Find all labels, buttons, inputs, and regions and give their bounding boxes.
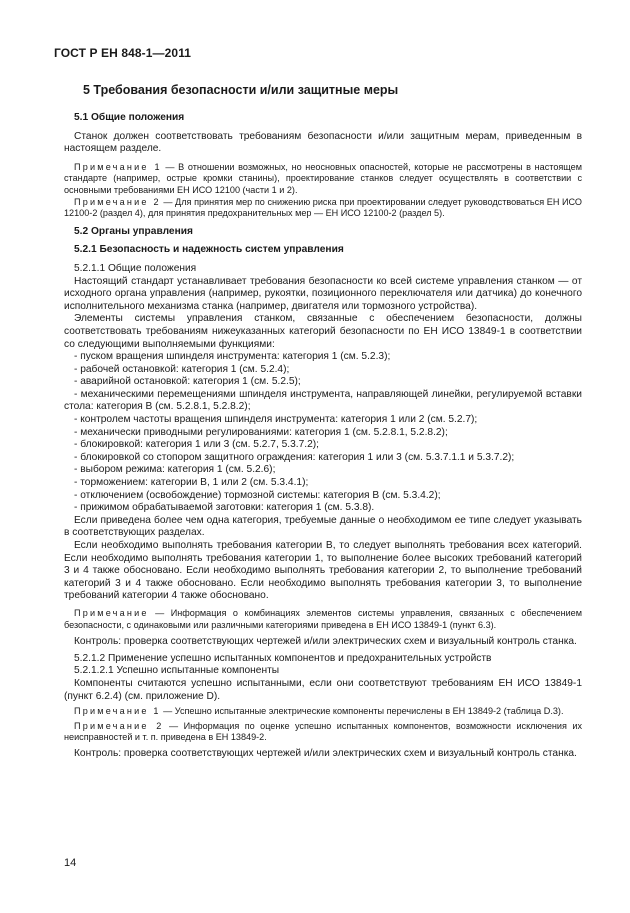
list-item: - аварийной остановкой: категория 1 (см. 5.2.5); (74, 376, 301, 388)
clause-title-5-2-1-1: 5.2.1.1 Общие положения (74, 262, 197, 274)
note-text: — В отношении возможных, но неосновных опасностей, которые не рассмотрены в настоящем стандарте (например, острые кромки станины), проектирование станков следует осуществлять в соответствии с основными требованиями ЕН ИСО 12100 (части 1 и 2). (64, 161, 582, 195)
list-item: - прижимом обрабатываемой заготовки: категория 1 (см. 5.3.8). (74, 502, 375, 514)
list-item: - механически приводными регулированиями: категория 1 (см. 5.2.8.1, 5.2.8.2); (74, 426, 448, 438)
note-text: — Информация о комбинациях элементов системы управления, связанных с обеспечением безопасности, с одинаковыми или различными категориями приведена в ЕН ИСО 13849-1 (пункт 6.3). (64, 607, 582, 630)
clause-title-5-2-1-2-1: 5.2.1.2.1 Успешно испытанные компоненты (74, 665, 280, 677)
note-label: Примечание 1 (74, 161, 162, 172)
subsection-title-5-2-1: 5.2.1 Безопасность и надежность систем управления (74, 244, 344, 256)
list-item: - блокировкой: категория 1 или 3 (см. 5.2.7, 5.3.7.2); (74, 439, 320, 451)
paragraph-5-1: Станок должен соответствовать требованиям безопасности и/или защитным мерам, приведенным в настоящем разделе. (64, 130, 582, 155)
subsection-title-5-2: 5.2 Органы управления (74, 225, 193, 237)
list-item: - отключением (освобождение) тормозной системы: категория В (см. 5.3.4.2); (74, 489, 441, 501)
clause-title-5-2-1-2: 5.2.1.2 Применение успешно испытанных компонентов и предохранительных устройств (74, 652, 492, 664)
note-label: Примечание 2 (74, 196, 161, 207)
note-label: Примечание 1 (74, 706, 161, 717)
note-5-1-1 (64, 162, 582, 197)
list-item: - контролем частоты вращения шпинделя инструмента: категория 1 или 2 (см. 5.2.7); (74, 414, 478, 426)
list-item: - механическими перемещениями шпинделя инструмента, направляющей линейки, регулируемой вставки стола: категория В (см. 5.2.8.1, 5.2.8.2); (64, 388, 582, 413)
list-item: - блокировкой со стопором защитного ограждения: категория 1 или 3 (см. 5.3.7.1.1 и 5.3.7.2); (74, 451, 515, 463)
paragraph-category-requirements: Если необходимо выполнять требования категории В, то следует выполнять требования всех категорий. Если необходимо выполнять требования категории 1, то выполнение более высоких требований категорий 3 и 4 также обосновано. Если необходимо выполнять требования категории 2, то выполнение требований категорий 3 и 4 также обосновано. Если необходимо выполнять требования категории 3, то выполнение требований категории 4 также обосновано. (64, 540, 582, 602)
paragraph-scope: Настоящий стандарт устанавливает требования безопасности ко всей системе управления станком — от исходного органа управления (например, рукоятки, позиционного переключателя или датчика) до конечного исполнительного механизма станка (например, двигателя или тормозного устройства). (64, 275, 582, 312)
note-label: Примечание 2 (74, 720, 164, 731)
list-item: - рабочей остановкой: категория 1 (см. 5.2.4); (74, 363, 290, 375)
note-tested-1 (64, 706, 582, 718)
paragraph-tested-components: Компоненты считаются успешно испытанными, если они соответствуют требованиям ЕН ИСО 13849-1 (пункт 6.2.4) (см. приложение D). (64, 677, 582, 702)
note-text: — Успешно испытанные электрические компоненты перечислены в ЕН 13849-2 (таблица D.3). (160, 706, 564, 717)
note-label: Примечание (74, 607, 149, 618)
control-statement-1: Контроль: проверка соответствующих чертежей и/или электрических схем и визуальный контроль станка. (74, 636, 577, 648)
paragraph-multiple-categories: Если приведена более чем одна категория, требуемые данные о необходимом ее типе следует указывать в соответствующих разделах. (64, 514, 582, 539)
list-item: - пуском вращения шпинделя инструмента: категория 1 (см. 5.2.3); (74, 351, 391, 363)
list-item: - торможением: категории В, 1 или 2 (см. 5.3.4.1); (74, 477, 309, 489)
note-text: — Информация по оценке успешно испытанных компонентов, возможности исключения их неисправностей и т. п. приведена в ЕН 13849-2. (64, 720, 582, 743)
list-item: - выбором режима: категория 1 (см. 5.2.6); (74, 464, 276, 476)
paragraph-categories-intro: Элементы системы управления станком, связанные с обеспечением безопасности, должны соответствовать требованиям нижеуказанных категорий безопасности по ЕН ИСО 13849-1 в соответствии со следующими выполняемыми функциями: (64, 313, 582, 350)
page-number: 14 (64, 857, 77, 869)
note-5-1-2 (64, 197, 582, 220)
page-content (64, 83, 582, 761)
standard-header: ГОСТ Р ЕН 848-1—2011 (54, 46, 192, 60)
note-text: — Для принятия мер по снижению риска при проектировании следует руководствоваться ЕН ИСО 12100-2 (раздел 4), для принятия предохранительных мер — ЕН ИСО 12100-2 (раздел 5). (64, 196, 582, 219)
control-statement-2: Контроль: проверка соответствующих чертежей и/или электрических схем и визуальный контроль станка. (74, 747, 577, 759)
subsection-title-5-1: 5.1 Общие положения (74, 112, 185, 123)
section-title: 5 Требования безопасности и/или защитные меры (83, 83, 399, 97)
note-tested-2 (64, 721, 582, 744)
note-combinations (64, 608, 582, 631)
